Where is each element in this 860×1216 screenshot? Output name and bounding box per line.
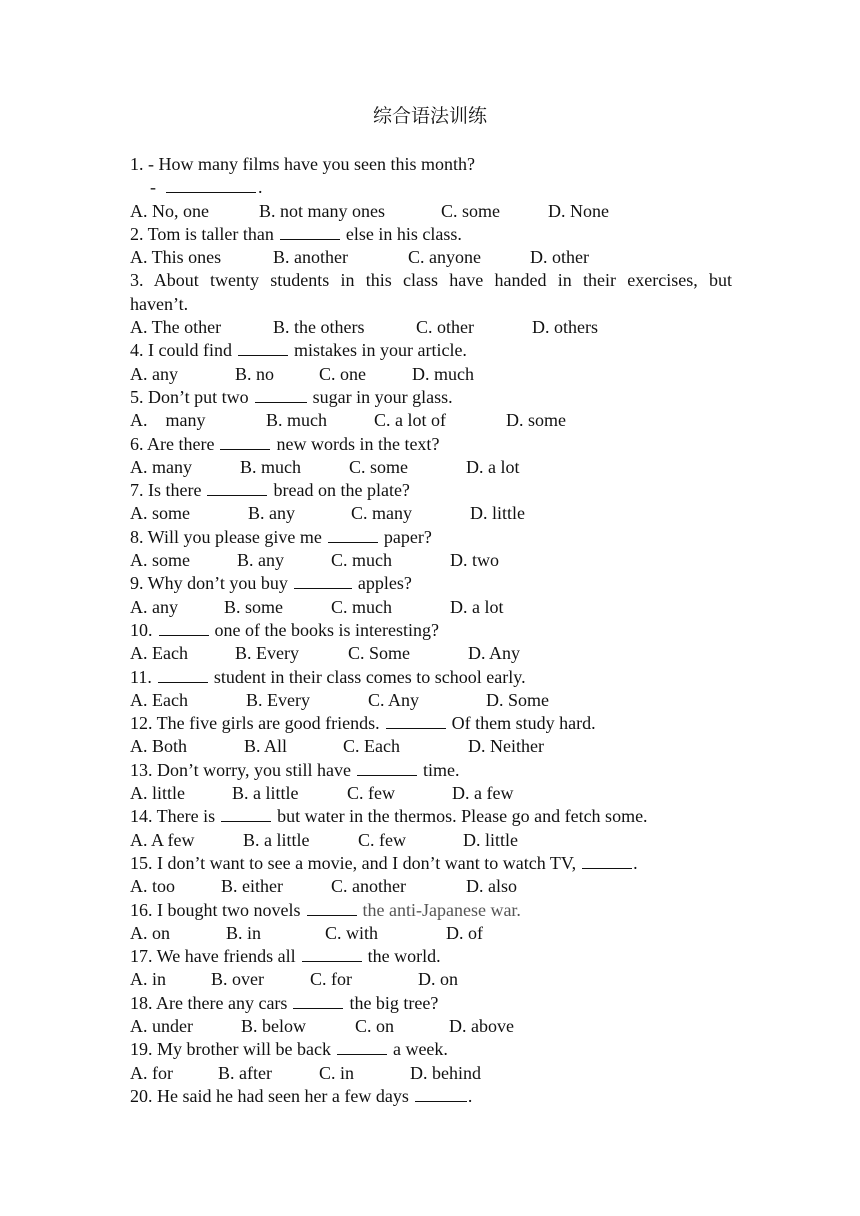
options-2: [130, 246, 732, 269]
option-d[interactable]: D. Any: [468, 643, 521, 664]
option-c[interactable]: C. few: [358, 829, 406, 850]
question-text: 9. Why don’t you buy: [130, 573, 288, 594]
page-title: 综合语法训练: [372, 105, 487, 127]
question-19: [130, 1038, 732, 1061]
answer-blank[interactable]: [386, 712, 446, 729]
question-text-end: time.: [422, 759, 460, 780]
question-15: [130, 852, 732, 875]
option-a[interactable]: A. many: [130, 410, 206, 431]
option-c[interactable]: C. on: [355, 1015, 395, 1036]
question-1: [130, 153, 732, 176]
question-text-cont: haven’t.: [130, 293, 189, 314]
option-d[interactable]: D. other: [530, 247, 589, 268]
question-text-end: the world.: [367, 946, 441, 967]
answer-blank[interactable]: [582, 852, 632, 869]
question-text-end: sugar in your glass.: [312, 386, 453, 407]
reply-end: .: [258, 177, 263, 198]
reply-dash: -: [150, 177, 156, 198]
options-11: [130, 689, 732, 712]
question-text: 18. Are there any cars: [130, 992, 288, 1013]
answer-blank[interactable]: [255, 386, 307, 403]
option-a[interactable]: A. No, one: [130, 200, 209, 221]
option-d[interactable]: D. little: [463, 829, 518, 850]
question-text-end: paper?: [383, 526, 432, 547]
option-d[interactable]: D. Some: [486, 689, 549, 710]
option-a[interactable]: A. little: [130, 783, 185, 804]
option-b[interactable]: B. Every: [246, 689, 310, 710]
option-b[interactable]: B. much: [240, 456, 301, 477]
option-d[interactable]: D. also: [466, 876, 517, 897]
option-a[interactable]: A. any: [130, 363, 178, 384]
question-list: [130, 153, 732, 1108]
options-18: [130, 1015, 732, 1038]
question-text-end: the big tree?: [349, 992, 439, 1013]
answer-blank[interactable]: [337, 1038, 387, 1055]
question-20: [130, 1085, 732, 1108]
option-a[interactable]: A. any: [130, 596, 178, 617]
option-d[interactable]: D. of: [446, 922, 483, 943]
option-b[interactable]: B. another: [273, 247, 348, 268]
option-b[interactable]: B. the others: [273, 317, 365, 338]
option-b[interactable]: B. no: [235, 363, 275, 384]
option-b[interactable]: B. in: [226, 922, 262, 943]
question-12: [130, 712, 732, 735]
option-a[interactable]: A. This ones: [130, 247, 222, 268]
option-a[interactable]: A. Each: [130, 643, 188, 664]
options-1: [130, 200, 732, 223]
options-15: [130, 875, 732, 898]
question-2: [130, 223, 732, 246]
options-8: [130, 549, 732, 572]
answer-blank[interactable]: [307, 899, 357, 916]
answer-blank[interactable]: [293, 992, 343, 1009]
option-c[interactable]: C. much: [331, 550, 392, 571]
answer-blank[interactable]: [328, 526, 378, 543]
answer-blank[interactable]: [220, 433, 270, 450]
option-b[interactable]: B. some: [224, 596, 284, 617]
option-b[interactable]: B. a little: [243, 829, 310, 850]
question-13: [130, 759, 732, 782]
options-4: [130, 363, 732, 386]
answer-blank[interactable]: [238, 339, 288, 356]
options-10: [130, 642, 732, 665]
question-10: [130, 619, 732, 642]
option-c[interactable]: C. other: [416, 317, 474, 338]
question-3: [130, 269, 732, 292]
question-text: 2. Tom is taller than: [130, 223, 274, 244]
option-a[interactable]: A. some: [130, 550, 190, 571]
question-text: 5. Don’t put two: [130, 386, 249, 407]
question-text: 16. I bought two novels: [130, 899, 301, 920]
question-text-end: new words in the text?: [276, 433, 440, 454]
options-3: [130, 316, 732, 339]
option-c[interactable]: C. Some: [348, 643, 411, 664]
answer-blank[interactable]: [415, 1085, 467, 1102]
question-text: 20. He said he had seen her a few days: [130, 1085, 409, 1106]
option-d[interactable]: D. on: [418, 969, 458, 990]
question-text: 15. I don’t want to see a movie, and I don’t want to watch TV,: [130, 852, 577, 873]
question-text: 17. We have friends all: [130, 946, 296, 967]
option-d[interactable]: D. some: [506, 410, 566, 431]
option-c[interactable]: C. much: [331, 596, 392, 617]
option-a[interactable]: A. in: [130, 969, 166, 990]
question-text-end: bread on the plate?: [273, 480, 410, 501]
option-b[interactable]: B. a little: [232, 783, 299, 804]
option-c[interactable]: C. in: [319, 1062, 355, 1083]
option-d[interactable]: D. above: [449, 1015, 514, 1036]
option-b[interactable]: B. any: [237, 550, 284, 571]
option-d[interactable]: D. others: [532, 317, 598, 338]
option-b[interactable]: B. Every: [235, 643, 299, 664]
answer-blank[interactable]: [302, 945, 362, 962]
answer-blank[interactable]: [158, 666, 208, 683]
question-text-end: one of the books is interesting?: [214, 619, 439, 640]
question-text: 8. Will you please give me: [130, 526, 322, 547]
question-text-end: the anti-Japanese war.: [362, 899, 521, 920]
question-text-end: .: [633, 852, 638, 873]
option-a[interactable]: A. too: [130, 876, 175, 897]
question-text: 3. About twenty students in this class have handed in their exercises, but: [130, 270, 732, 291]
question-text: 4. I could find: [130, 340, 232, 361]
question-text: 10.: [130, 619, 153, 640]
question-text-end: else in his class.: [345, 223, 462, 244]
option-a[interactable]: A. under: [130, 1015, 193, 1036]
options-12: [130, 735, 732, 758]
question-text-end: apples?: [357, 573, 412, 594]
question-4: [130, 339, 732, 362]
option-a[interactable]: A. many: [130, 456, 192, 477]
option-d[interactable]: D. behind: [410, 1062, 481, 1083]
option-c[interactable]: C. anyone: [408, 247, 481, 268]
options-5: [130, 409, 732, 432]
question-text-end: student in their class comes to school early.: [213, 666, 526, 687]
option-a[interactable]: A. A few: [130, 829, 195, 850]
question-16: [130, 899, 732, 922]
answer-blank[interactable]: [166, 176, 256, 193]
option-b[interactable]: B. below: [241, 1015, 306, 1036]
option-d[interactable]: D. two: [450, 550, 499, 571]
option-c[interactable]: C. Any: [368, 689, 420, 710]
question-6: [130, 433, 732, 456]
option-d[interactable]: D. a lot: [466, 456, 520, 477]
option-c[interactable]: C. some: [349, 456, 409, 477]
option-a[interactable]: A. The other: [130, 317, 222, 338]
option-a[interactable]: A. for: [130, 1062, 173, 1083]
option-c[interactable]: C. one: [319, 363, 366, 384]
option-c[interactable]: C. another: [331, 876, 406, 897]
question-text: 6. Are there: [130, 433, 215, 454]
option-b[interactable]: B. any: [248, 503, 295, 524]
answer-blank[interactable]: [357, 759, 417, 776]
question-text-end: but water in the thermos. Please go and fetch some.: [277, 806, 648, 827]
question-text-end: a week.: [392, 1039, 448, 1060]
options-9: [130, 596, 732, 619]
question-18: [130, 992, 732, 1015]
question-text: 11.: [130, 666, 152, 687]
question-11: [130, 666, 732, 689]
question-text: 1. - How many films have you seen this month?: [130, 154, 475, 174]
question-text: 7. Is there: [130, 480, 202, 501]
question-8: [130, 526, 732, 549]
options-19: [130, 1062, 732, 1085]
option-c[interactable]: C. few: [347, 783, 395, 804]
options-17: [130, 968, 732, 991]
question-text-end: .: [467, 1085, 473, 1106]
question-text: 14. There is: [130, 806, 216, 827]
option-b[interactable]: B. All: [244, 736, 288, 757]
option-c[interactable]: C. a lot of: [374, 410, 446, 431]
question-5: [130, 386, 732, 409]
option-d[interactable]: D. a few: [452, 783, 514, 804]
question-text: 19. My brother will be back: [130, 1039, 331, 1060]
option-b[interactable]: B. much: [266, 410, 327, 431]
question-text-end: mistakes in your article.: [293, 340, 467, 361]
option-c[interactable]: C. many: [351, 503, 412, 524]
question-7: [130, 479, 732, 502]
answer-blank[interactable]: [207, 479, 267, 496]
question-14: [130, 805, 732, 828]
options-14: [130, 829, 732, 852]
options-16: [130, 922, 732, 945]
option-c[interactable]: C. some: [441, 200, 501, 221]
option-a[interactable]: A. on: [130, 922, 170, 943]
question-text: 12. The five girls are good friends.: [130, 713, 380, 734]
option-d[interactable]: D. much: [412, 363, 474, 384]
question-9: [130, 572, 732, 595]
question-3-cont: [130, 293, 732, 316]
options-6: [130, 456, 732, 479]
question-1-reply: [130, 176, 732, 199]
option-b[interactable]: B. either: [221, 876, 283, 897]
question-text: 13. Don’t worry, you still have: [130, 759, 351, 780]
answer-blank[interactable]: [159, 619, 209, 636]
option-b[interactable]: B. after: [218, 1062, 272, 1083]
options-13: [130, 782, 732, 805]
question-17: [130, 945, 732, 968]
option-d[interactable]: D. little: [470, 503, 525, 524]
options-7: [130, 502, 732, 525]
option-c[interactable]: C. Each: [343, 736, 400, 757]
answer-blank[interactable]: [280, 223, 340, 240]
option-c[interactable]: C. for: [310, 969, 352, 990]
question-text-end: Of them study hard.: [451, 713, 596, 734]
answer-blank[interactable]: [294, 572, 352, 589]
option-a[interactable]: A. some: [130, 503, 190, 524]
option-b[interactable]: B. not many ones: [259, 200, 385, 221]
option-d[interactable]: D. a lot: [450, 596, 504, 617]
option-b[interactable]: B. over: [211, 969, 264, 990]
answer-blank[interactable]: [221, 805, 271, 822]
option-a[interactable]: A. Each: [130, 689, 188, 710]
option-c[interactable]: C. with: [325, 922, 379, 943]
option-d[interactable]: D. None: [548, 200, 609, 221]
option-d[interactable]: D. Neither: [468, 736, 544, 757]
option-a[interactable]: A. Both: [130, 736, 188, 757]
